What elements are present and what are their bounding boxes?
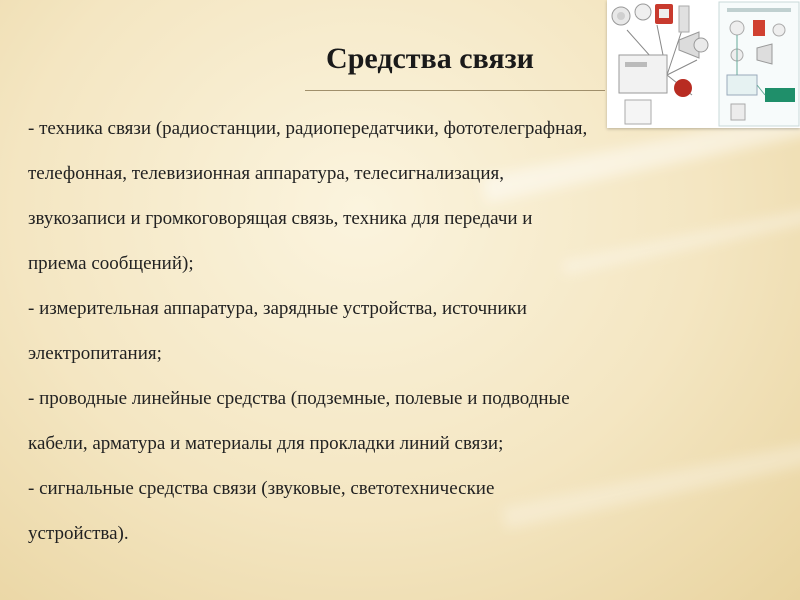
body-line: - техника связи (радиостанции, радиопередатчики, фототелеграфная,	[28, 118, 588, 139]
body-line: - измерительная аппаратура, зарядные устройства, источники	[28, 298, 527, 319]
body-line: звукозаписи и громкоговорящая связь, техника для передачи и	[28, 208, 533, 229]
body-line: электропитания;	[28, 343, 162, 364]
equipment-illustration	[607, 0, 800, 128]
slide-body	[28, 106, 788, 556]
body-line: - проводные линейные средства (подземные, полевые и подводные	[28, 388, 570, 409]
body-line: кабели, арматура и материалы для прокладки линий связи;	[28, 433, 504, 454]
body-line: телефонная, телевизионная аппаратура, телесигнализация,	[28, 163, 505, 184]
body-line: - сигнальные средства связи (звуковые, светотехнические	[28, 478, 495, 499]
slide-title: Средства связи	[326, 42, 534, 75]
alarm-equipment-photo	[607, 0, 800, 128]
body-line: приема сообщений);	[28, 253, 194, 274]
title-underline	[305, 90, 605, 91]
body-line: устройства).	[28, 523, 129, 544]
